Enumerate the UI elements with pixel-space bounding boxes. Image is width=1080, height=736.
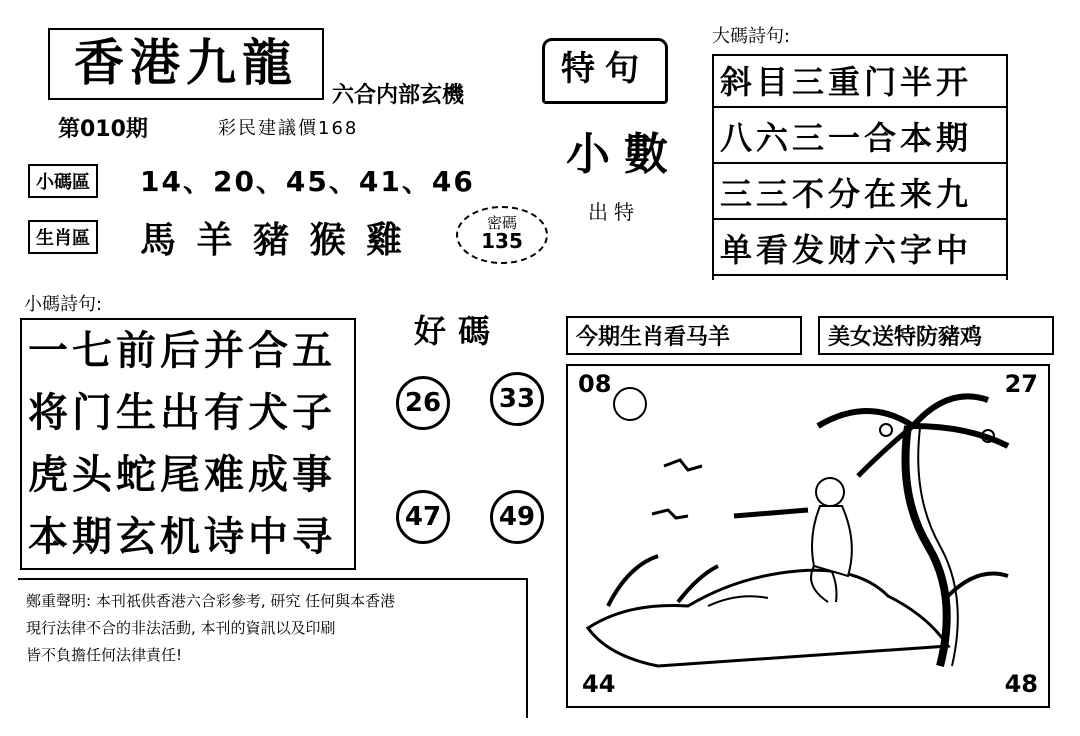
password-stamp <box>456 206 548 264</box>
corner-number-bottom-right: 48 <box>1004 670 1038 698</box>
password-stamp-number: 135 <box>481 229 523 253</box>
disclaimer-line: 現行法律不合的非法活動, 本刊的資訊以及印刷 <box>26 619 336 637</box>
small-poem-box <box>20 318 356 570</box>
small-poem-label: 小碼詩句: <box>24 294 103 315</box>
small-poem-line: 将门生出有犬子 <box>28 390 336 436</box>
special-box: 特句 <box>542 38 668 104</box>
special-sub: 出特 <box>588 200 640 224</box>
small-zone-numbers: 14、20、45、41、46 <box>140 165 475 198</box>
zodiac-zone-animals: 馬 羊 豬 猴 雞 <box>140 220 407 261</box>
good-number-circle: 49 <box>490 490 544 544</box>
big-poem-line: 斜目三重门半开 <box>714 56 1006 108</box>
small-poem-line: 虎头蛇尾难成事 <box>28 452 336 498</box>
boy-playing-flute-illustration <box>568 366 1048 706</box>
small-poem-line: 本期玄机诗中寻 <box>28 514 336 560</box>
suggested-price: 彩民建議價168 <box>218 118 359 139</box>
masthead-title-box <box>48 28 324 100</box>
issue-number: 第010期 <box>58 117 148 142</box>
good-number-circle: 47 <box>396 490 450 544</box>
disclaimer-line: 鄭重聲明: 本刊祇供香港六合彩參考, 研究 任何與本香港 <box>26 592 396 610</box>
big-poem-line: 单看发财六字中 <box>714 224 1006 276</box>
good-number-circle: 26 <box>396 376 450 430</box>
picture-header-left: 今期生肖看马羊 <box>566 316 802 355</box>
disclaimer-line: 皆不負擔任何法律責任! <box>26 646 183 664</box>
masthead-title: 香港九龍 <box>74 33 298 92</box>
big-poem-line: 八六三一合本期 <box>714 112 1006 164</box>
big-poem-box <box>712 54 1008 280</box>
corner-number-top-left: 08 <box>578 370 612 398</box>
special-main: 小數 <box>566 129 682 180</box>
picture-panel <box>566 364 1050 708</box>
zodiac-zone-label: 生肖區 <box>28 220 98 254</box>
small-poem-line: 一七前后并合五 <box>28 328 336 374</box>
good-number-circle: 33 <box>490 372 544 426</box>
small-zone-label: 小碼區 <box>28 164 98 198</box>
picture-header-right: 美女送特防豬鸡 <box>818 316 1054 355</box>
corner-number-top-right: 27 <box>1004 370 1038 398</box>
big-poem-line: 三三不分在来九 <box>714 168 1006 220</box>
legal-disclaimer <box>18 578 528 718</box>
good-numbers-label: 好碼 <box>414 312 503 350</box>
corner-number-bottom-left: 44 <box>582 670 616 698</box>
big-poem-label: 大碼詩句: <box>712 26 791 47</box>
masthead-subtitle: 六合内部玄機 <box>332 83 465 108</box>
password-stamp-label: 密碼 <box>486 214 517 232</box>
